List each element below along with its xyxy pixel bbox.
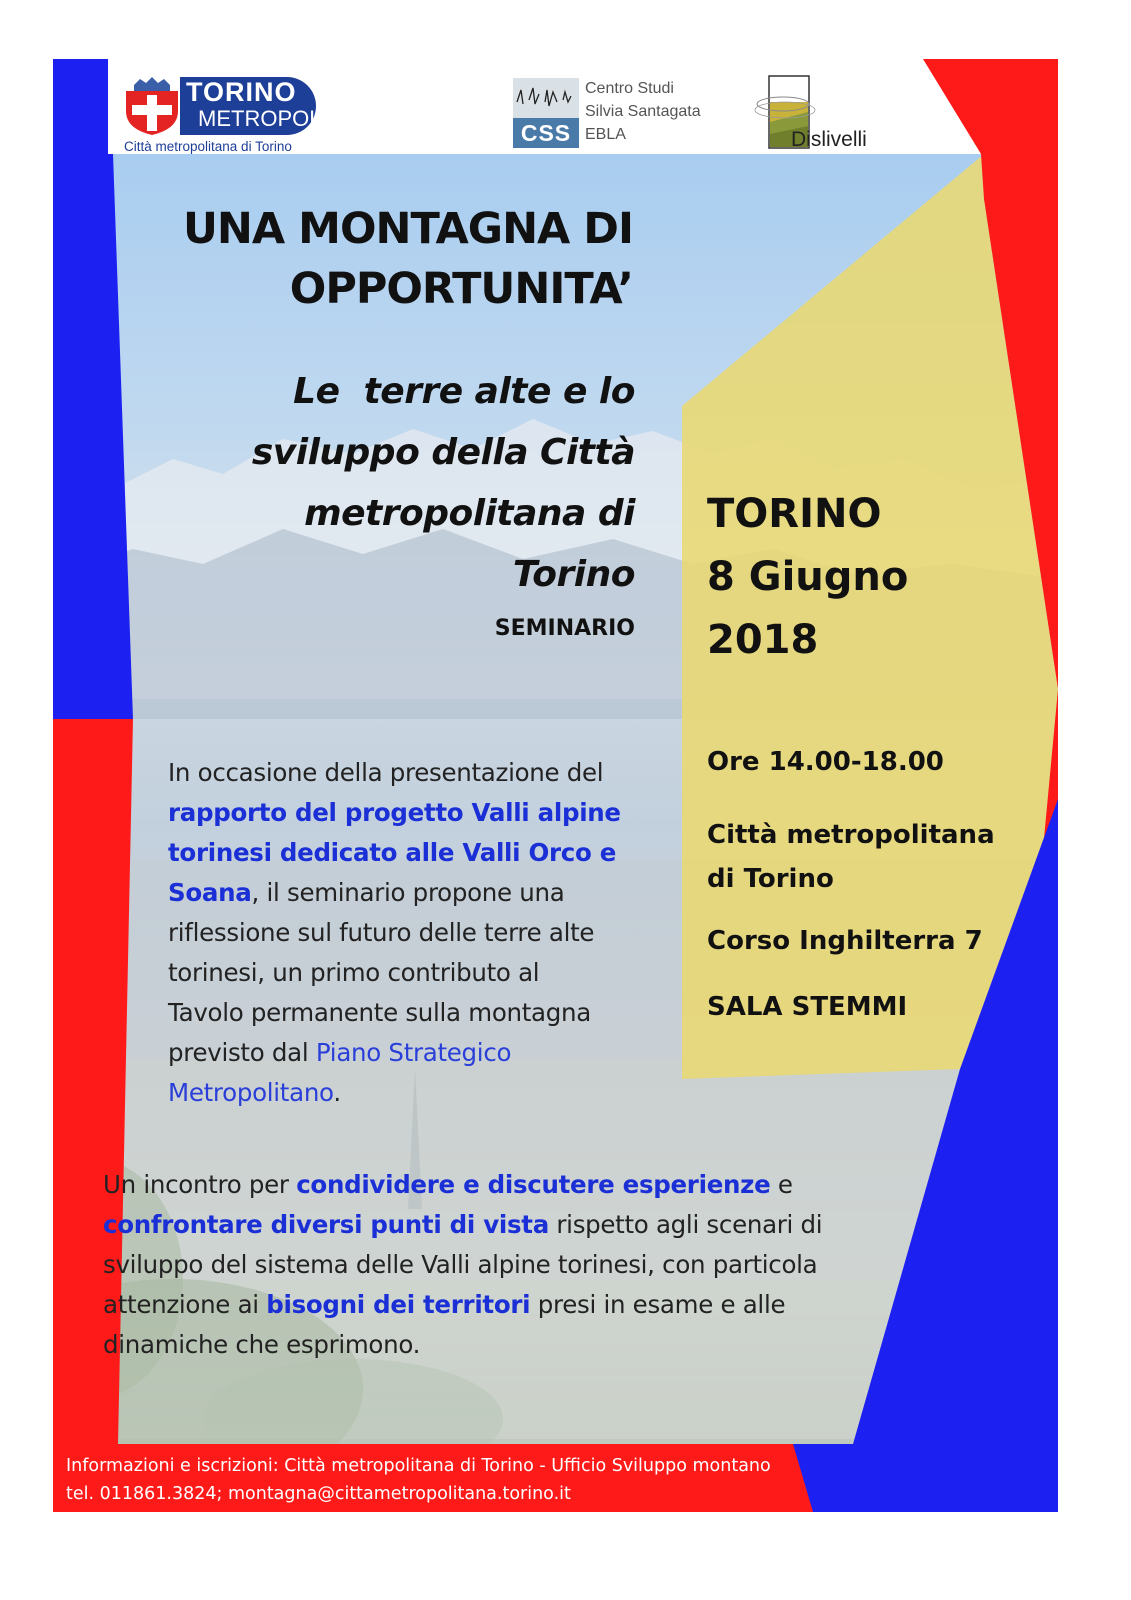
subtitle-line-4: Torino xyxy=(512,554,635,595)
piano-strategico-link-cont[interactable]: Metropolitano xyxy=(168,1078,334,1107)
para1-highlight: torinesi dedicato alle Valli Orco e xyxy=(168,838,617,867)
poster-subtitle xyxy=(173,361,635,605)
css-logo-line2: Silvia Santagata xyxy=(585,103,701,120)
torino-bull-shield-icon xyxy=(122,77,182,135)
para1-line: riflessione sul futuro delle terre alte xyxy=(168,918,595,947)
footer-line-1: Informazioni e iscrizioni: Città metropolitana di Torino - Ufficio Sviluppo montano xyxy=(66,1456,771,1476)
para2-text: presi in esame e alle xyxy=(530,1290,786,1319)
poster xyxy=(53,59,1058,1512)
para1-text: , il seminario propone una xyxy=(251,878,565,907)
css-waveform-icon xyxy=(513,80,579,120)
para1-highlight: rapporto del progetto Valli alpine xyxy=(168,798,621,827)
para2-line xyxy=(103,1285,1058,1325)
description-paragraph xyxy=(168,753,678,1113)
dislivelli-logo-text: Dislivelli xyxy=(791,128,867,151)
venue-line-2: di Torino xyxy=(707,864,834,894)
purpose-paragraph xyxy=(103,1165,1058,1365)
css-logo-line1: Centro Studi xyxy=(585,80,674,97)
piano-strategico-link[interactable]: Piano Strategico xyxy=(315,1038,512,1067)
para1-highlight: Soana xyxy=(168,878,252,907)
para2-highlight: bisogni dei territori xyxy=(266,1290,531,1319)
subtitle-line-2: sviluppo della Città xyxy=(251,432,635,473)
para2-line: sviluppo del sistema delle Valli alpine torinesi, con particola xyxy=(103,1250,818,1279)
date-day: 8 Giugno xyxy=(707,554,909,600)
event-room: SALA STEMMI xyxy=(707,992,908,1022)
para2-text: Un incontro per xyxy=(103,1170,297,1199)
para1-text: . xyxy=(333,1078,341,1107)
para2-highlight: confrontare diversi punti di vista xyxy=(103,1210,549,1239)
css-logo xyxy=(513,78,743,150)
dislivelli-logo xyxy=(753,74,913,154)
para2-text: rispetto agli scenari di xyxy=(548,1210,823,1239)
para2-highlight: condividere e discutere esperienze xyxy=(296,1170,771,1199)
para1-line: In occasione della presentazione del xyxy=(168,758,604,787)
date-year: 2018 xyxy=(707,617,819,663)
para2-text: e xyxy=(770,1170,793,1199)
footer-contact[interactable]: tel. 011861.3824; montagna@cittametropolitana.torino.it xyxy=(66,1484,571,1504)
torino-metropoli-logo xyxy=(122,77,328,157)
event-date xyxy=(707,483,908,672)
para2-text: attenzione ai xyxy=(103,1290,267,1319)
footer-info xyxy=(66,1452,771,1508)
event-address: Corso Inghilterra 7 xyxy=(707,926,983,956)
event-type: SEMINARIO xyxy=(494,616,635,641)
venue-line-1: Città metropolitana xyxy=(707,820,995,850)
date-city: TORINO xyxy=(707,491,882,537)
event-venue xyxy=(707,813,995,901)
subtitle-line-3: metropolitana di xyxy=(304,493,635,534)
para2-line xyxy=(103,1165,1058,1205)
torino-logo-line2: METROPOLI xyxy=(198,106,328,131)
title-line-1: UNA MONTAGNA DI xyxy=(183,204,633,254)
css-logo-mark: CSS xyxy=(513,118,579,148)
title-line-2: OPPORTUNITA’ xyxy=(289,264,633,314)
torino-logo-line1: TORINO xyxy=(186,77,297,107)
para1-text: previsto dal xyxy=(168,1038,316,1067)
para1-line xyxy=(168,1073,678,1113)
css-logo-line3: EBLA xyxy=(585,126,626,143)
para1-line: torinesi, un primo contributo al xyxy=(168,958,540,987)
para1-line: Tavolo permanente sulla montagna xyxy=(168,998,591,1027)
para2-line xyxy=(103,1205,1058,1245)
para2-line: dinamiche che esprimono. xyxy=(103,1330,421,1359)
para1-line xyxy=(168,873,678,913)
torino-logo-caption: Città metropolitana di Torino xyxy=(124,139,292,154)
subtitle-line-1: Le terre alte e lo xyxy=(293,371,635,412)
css-logo-box xyxy=(513,78,579,148)
event-time: Ore 14.00-18.00 xyxy=(707,747,944,777)
para1-line xyxy=(168,1033,678,1073)
poster-title xyxy=(113,199,633,319)
